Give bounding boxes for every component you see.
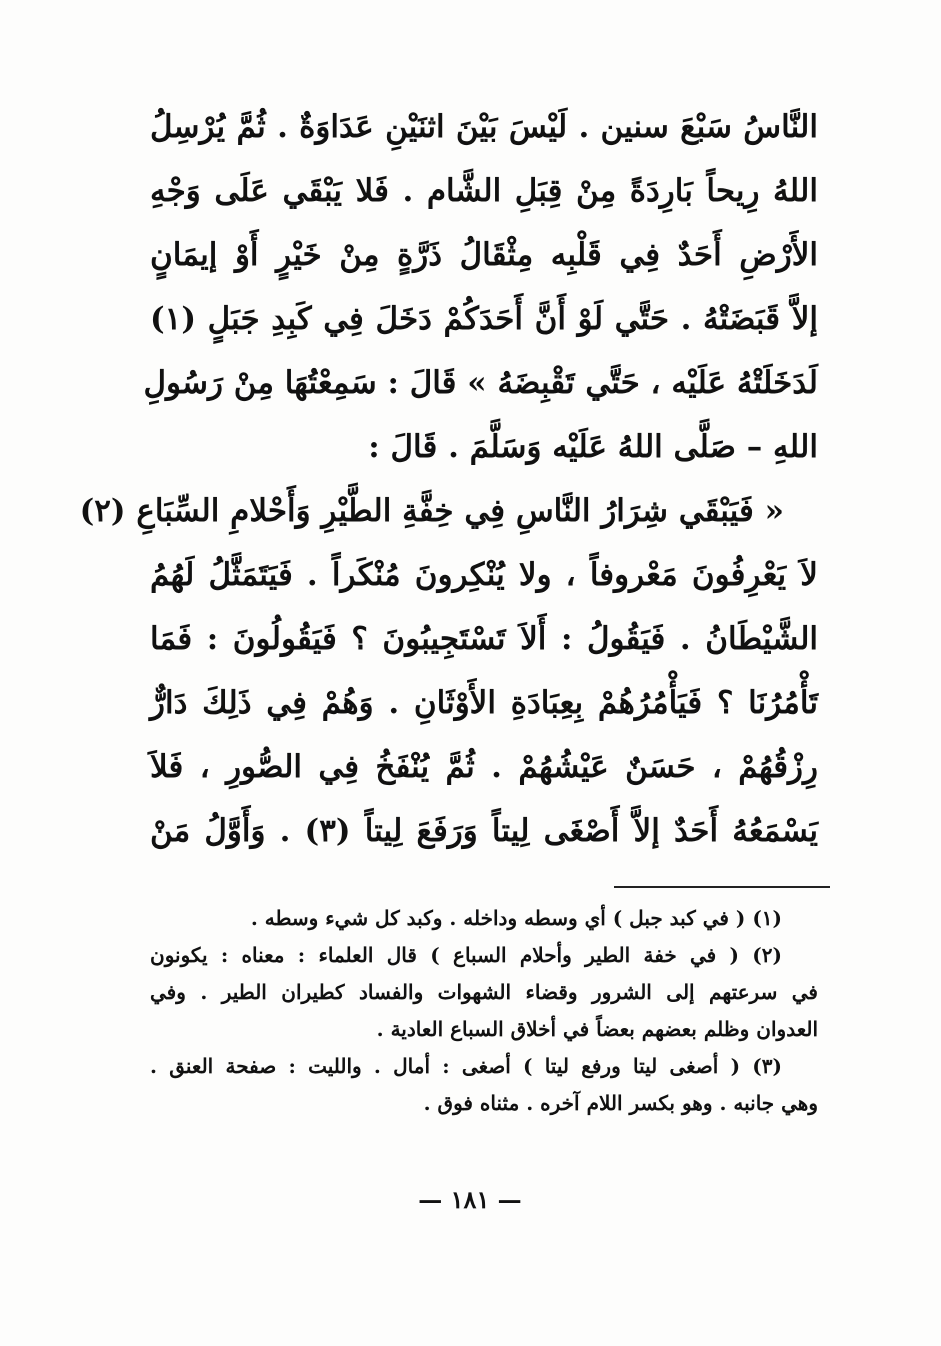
page-number: — ١٨١ — [418,1185,522,1214]
footnote-3: (٣) ( أصغى ليتا ورفع ليتا ) أصغى : أمال . والليت : صفحة العنق . [150,1054,782,1078]
footnote-2-line-2: في سرعتهم إلى الشرور وقضاء الشهوات والفساد كطيران الطير . وفي [150,980,818,1004]
text-line-8: لاَ يَعْرِفُونَ مَعْروفاً ، ولا يُنْكِرونَ مُنْكَراً . فَيَتَمَثَّلُ لَهُمُ [150,557,818,593]
footnote-1: (١) ( في كبد جبل ) أي وسطه وداخله . وكبد كل شيء وسطه . [250,906,782,930]
text-line-3: الأَرْضِ أَحَدٌ فِي قَلْبِه مِثْقَالُ ذَرَّةٍ مِنْ خَيْرٍ أَوْ إيمَانٍ [150,237,818,273]
text-line-4: إلاَّ قَبَضَتْهُ . حَتَّي لَوْ أَنَّ أَحَدَكُمْ دَخَلَ فِي كَبِدِ جَبَلٍ (١) [150,301,818,337]
text-line-9: الشَّيْطَانُ . فَيَقُولُ : أَلاَ تَسْتَجِيبُونَ ؟ فَيَقُولُونَ : فَمَا [150,621,818,657]
text-line-11: رِزْقُهُمْ ، حَسَنٌ عَيْشُهُمْ . ثُمَّ يُنْفَخُ فِي الصُّورِ ، فَلاَ [150,749,818,785]
text-line-2: اللهُ رِيحاً بَارِدَةً مِنْ قِبَلِ الشَّام . فَلا يَبْقَي عَلَى وَجْهِ [150,173,818,209]
text-line-12: يَسْمَعُهُ أَحَدٌ إلاَّ أَصْغَى لِيتاً وَرَفَعَ لِيتاً (٣) . وَأَوَّلُ مَنْ [150,813,818,849]
footnotes-block [150,900,818,1122]
main-text-block [79,95,818,863]
text-line-7: « فَيَبْقَي شِرَارُ النَّاسِ فِي خِفَّةِ الطَّيْرِ وَأَحْلامِ السِّبَاعِ (٢) [79,493,784,529]
text-line-6: اللهِ – صَلَّى اللهُ عَلَيْه وَسَلَّمَ . قَالَ : [368,429,818,465]
footnote-2: (٢) ( في خفة الطير وأحلام السباع ) قال العلماء : معناه : يكونون [150,943,782,967]
text-line-5: لَدَخَلَتْهُ عَلَيْه ، حَتَّي تَقْبِضَهُ » قَالَ : سَمِعْتُهَا مِنْ رَسُولِ [143,365,818,401]
footnote-2-line-3: العدوان وظلم بعضهم بعضاً في أخلاق السباع العادية . [376,1017,818,1041]
text-line-10: تَأْمُرُنَا ؟ فَيَأْمُرُهُمْ بِعِبَادَةِ الأَوْثَانِ . وَهُمْ فِي ذَلِكَ دَارٌّ [150,685,818,721]
text-line-1: النَّاسُ سَبْعَ سنين . لَيْسَ بَيْنَ اثنَيْنِ عَدَاوَةٌ . ثُمَّ يُرْسِلُ [150,109,818,145]
footnote-3-line-2: وهي جانبه . وهو بكسر اللام آخره . مثناه فوق . [423,1091,818,1115]
footnote-separator [614,886,830,888]
